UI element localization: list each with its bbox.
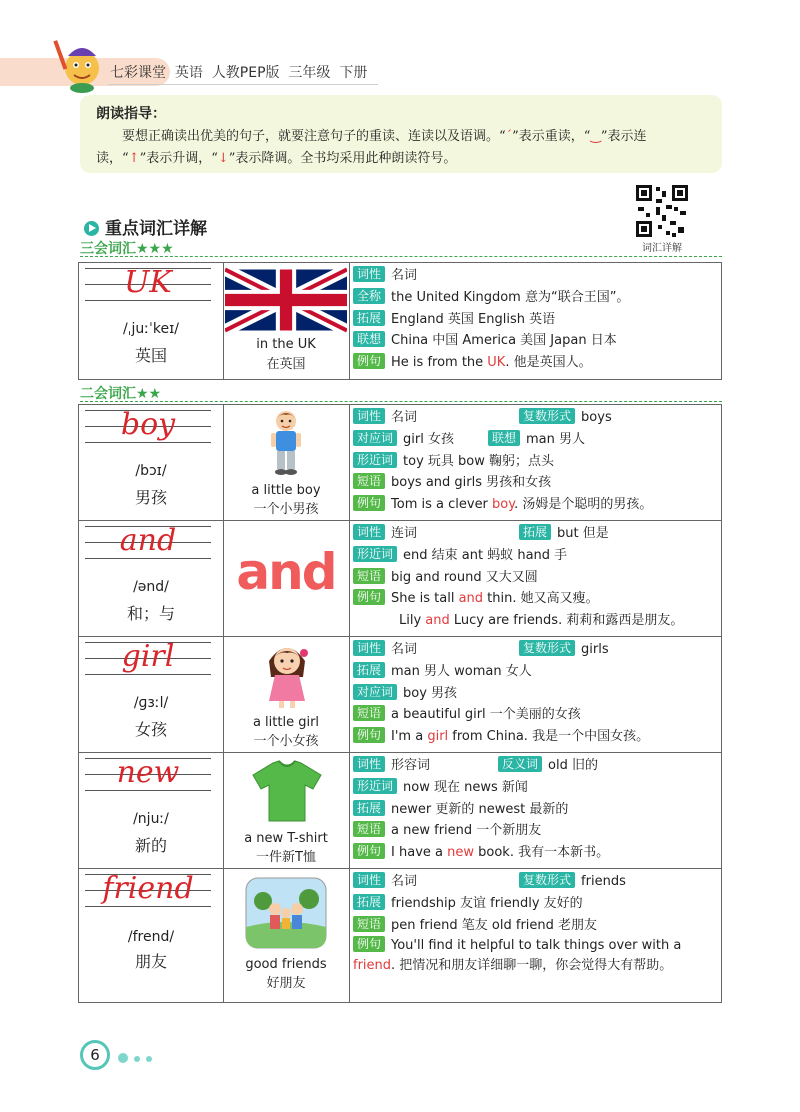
info-tag: 词性: [353, 524, 385, 540]
headword: girl: [121, 639, 175, 674]
example-highlight: girl: [427, 729, 449, 745]
example-highlight: and: [425, 613, 450, 629]
example-tag: 例句: [353, 727, 385, 743]
example-text: He is from the: [391, 355, 488, 371]
picture-caption-zh: 一个小男孩: [253, 502, 319, 517]
info-value: a new friend 一个新朋友: [391, 823, 542, 839]
info-tag: 联想: [353, 331, 385, 347]
example-text: . 汤姆是个聪明的男孩。: [514, 497, 653, 513]
info-value: toy 玩具 bow 鞠躬；点头: [403, 453, 554, 469]
word-entry-girl: [78, 636, 722, 753]
info-tag: 形近词: [353, 452, 397, 468]
info-line: [353, 429, 719, 451]
reading-guide-text: [96, 126, 708, 170]
page-number: 6: [80, 1040, 110, 1070]
info-tag: 词性: [353, 266, 385, 282]
info-line: [353, 683, 719, 705]
example-tag: 例句: [353, 353, 385, 369]
headword: new: [116, 755, 180, 790]
guide-text-3: ”表示连读，“: [96, 129, 647, 166]
headword: friend: [102, 871, 194, 906]
info-value: friendship 友谊 friendly 友好的: [391, 895, 583, 911]
info-value: friends: [581, 874, 626, 889]
info-cell: [350, 405, 721, 520]
level-two-label: 二会词汇★★: [80, 386, 162, 402]
example-tag: 例句: [353, 589, 385, 605]
friends-illustration: [245, 877, 327, 949]
info-line: [353, 777, 719, 799]
and-art-text: and: [236, 543, 336, 601]
stress-mark: ˊ: [505, 129, 513, 144]
picture-caption-zh: 在英国: [266, 357, 306, 372]
play-icon: [84, 221, 99, 236]
example-highlight: new: [447, 845, 474, 861]
info-line: [353, 588, 719, 610]
chinese-meaning: 英国: [134, 346, 167, 365]
info-line: [353, 726, 719, 748]
info-value: girl 女孩: [403, 431, 454, 447]
chinese-meaning: 和；与: [126, 604, 175, 623]
info-value: man 男人: [525, 431, 585, 447]
chinese-meaning: 新的: [134, 836, 167, 855]
info-tag: 短语: [353, 916, 385, 932]
info-line: [353, 610, 719, 632]
example-tag: 例句: [353, 936, 385, 952]
headword-cell: [79, 869, 224, 1002]
example-highlight: and: [458, 591, 484, 607]
info-line: [353, 265, 719, 287]
picture-caption-en: a new T-shirt: [244, 831, 328, 846]
info-tag: 全称: [353, 288, 385, 304]
info-cell: [350, 263, 721, 379]
info-value: 名词: [391, 410, 418, 425]
info-value: England 英国 English 英语: [391, 311, 556, 327]
section-title: [84, 214, 207, 239]
headword-cell: [79, 521, 224, 636]
picture-cell: [223, 753, 350, 868]
guide-text-2: ”表示重读，“: [512, 129, 591, 144]
info-line: [353, 352, 719, 374]
info-value: 名词: [391, 268, 418, 283]
example-text: Lucy are friends. 莉莉和露西是朋友。: [449, 613, 684, 629]
phonetic: /ˌjuːˈkeɪ/: [122, 321, 180, 337]
info-line: [353, 545, 719, 567]
picture-caption-zh: 一个小女孩: [253, 734, 319, 749]
info-value: now 现在 news 新闻: [403, 779, 528, 795]
info-line: [353, 820, 719, 842]
footer-dot-icon: [118, 1053, 128, 1063]
info-value: but 但是: [557, 526, 609, 541]
info-value: 名词: [391, 642, 418, 657]
info-value: boys and girls 男孩和女孩: [391, 475, 552, 491]
info-tag: 短语: [353, 473, 385, 489]
picture-caption-en: a little boy: [251, 483, 321, 498]
info-tag: 复数形式: [519, 408, 575, 424]
info-value: big and round 又大又圆: [391, 569, 538, 585]
word-entry-and: [78, 520, 722, 637]
info-tag: 词性: [353, 640, 385, 656]
level-three-divider: [80, 256, 722, 257]
info-line: [353, 704, 719, 726]
info-line: [353, 494, 719, 516]
example-text: Tom is a clever: [391, 497, 493, 513]
info-value: 连词: [391, 526, 418, 541]
info-line: [353, 799, 719, 821]
picture-cell: [223, 637, 350, 752]
level-three-label: 三会词汇★★★: [80, 241, 174, 257]
word-entry-boy: [78, 404, 722, 521]
info-value: boy 男孩: [403, 685, 458, 701]
picture-cell: [223, 869, 350, 1002]
footer-dot-icon: [146, 1056, 152, 1062]
picture-cell: [223, 263, 350, 379]
example-highlight: UK: [487, 355, 506, 371]
header-title: 七彩课堂 英语 人教PEP版 三年级 下册: [110, 65, 368, 81]
example-text: . 他是英国人。: [505, 355, 592, 371]
info-line: [353, 842, 719, 864]
info-value: man 男人 woman 女人: [391, 663, 532, 679]
info-tag: 词性: [353, 872, 385, 888]
info-value: newer 更新的 newest 最新的: [391, 801, 569, 817]
info-value: a beautiful girl 一个美丽的女孩: [391, 707, 581, 723]
info-value: old 旧的: [548, 758, 598, 773]
word-entry-new: [78, 752, 722, 869]
example-text: She is tall: [391, 591, 459, 607]
info-line: [353, 893, 719, 915]
example-text: . 把情况和朋友详细聊一聊，你会觉得大有帮助。: [391, 958, 673, 974]
example-text: I have a: [391, 845, 448, 861]
example-tag: 例句: [353, 495, 385, 511]
info-tag: 词性: [353, 756, 385, 772]
info-value: boys: [581, 410, 612, 425]
info-tag: 复数形式: [519, 640, 575, 656]
info-line: [353, 407, 719, 429]
headword: and: [119, 523, 177, 558]
guide-text-1: 要想正确读出优美的句子，就要注意句子的重读、连读以及语调。“: [122, 129, 506, 144]
picture-caption-zh: 好朋友: [266, 976, 306, 991]
example-text: I'm a: [391, 729, 428, 745]
header-underline: [108, 84, 378, 85]
example-highlight: boy: [492, 497, 515, 513]
headword-cell: [79, 753, 224, 868]
info-tag: 复数形式: [519, 872, 575, 888]
girl-illustration: [259, 639, 315, 711]
headword: boy: [120, 407, 176, 442]
example-text: You'll find it helpful to talk things over with a: [391, 938, 682, 954]
guide-text-4: ”表示升调，“: [139, 151, 218, 166]
headword-cell: [79, 405, 224, 520]
rising-mark: ↑: [128, 151, 140, 166]
info-line: [353, 755, 719, 777]
uk-flag-icon: [225, 267, 347, 333]
example-text: book. 我有一本新书。: [474, 845, 610, 861]
reading-guide-title: 朗读指导：: [96, 106, 166, 122]
picture-cell: [223, 405, 350, 520]
example-text: from China. 我是一个中国女孩。: [448, 729, 650, 745]
picture-caption-zh: 一件新T恤: [256, 850, 316, 865]
info-tag: 短语: [353, 705, 385, 721]
info-tag: 拓展: [353, 662, 385, 678]
info-line: [353, 309, 719, 331]
phonetic: /ɡɜːl/: [133, 695, 169, 711]
info-cell: [350, 521, 721, 636]
info-line: [353, 639, 719, 661]
info-value: girls: [581, 642, 609, 657]
guide-text-5: ”表示降调。全书均采用此种朗读符号。: [228, 151, 457, 166]
phonetic: /njuː/: [133, 811, 169, 827]
info-tag: 对应词: [353, 430, 397, 446]
falling-mark: ↓: [217, 151, 229, 166]
info-tag: 短语: [353, 568, 385, 584]
qr-caption: 词汇详解: [642, 243, 682, 254]
headword: UK: [124, 265, 172, 300]
picture-caption-en: a little girl: [252, 715, 320, 730]
info-tag: 联想: [488, 430, 520, 446]
word-entry-uk: [78, 262, 722, 380]
info-tag: 对应词: [353, 684, 397, 700]
reading-guide-box: [80, 95, 722, 173]
and-word-art: [223, 543, 349, 601]
example-highlight: friend: [353, 958, 392, 974]
example-text: thin. 她又高又瘦。: [483, 591, 599, 607]
info-line: [353, 523, 719, 545]
info-line: [353, 871, 719, 893]
info-line: [353, 472, 719, 494]
info-tag: 词性: [353, 408, 385, 424]
info-cell: [350, 869, 721, 1002]
info-cell: [350, 637, 721, 752]
chinese-meaning: 男孩: [134, 488, 167, 507]
level-two-divider: [80, 401, 722, 402]
liaison-mark: ‿: [590, 129, 601, 144]
tshirt-illustration: [251, 759, 323, 823]
info-value: the United Kingdom 意为“联合王国”。: [391, 289, 630, 305]
info-tag: 形近词: [353, 546, 397, 562]
info-tag: 拓展: [353, 800, 385, 816]
info-line: [353, 287, 719, 309]
info-tag: 拓展: [353, 894, 385, 910]
phonetic: /bɔɪ/: [135, 463, 167, 479]
qr-code-icon[interactable]: [634, 183, 690, 239]
phonetic: /frend/: [127, 929, 175, 945]
boy-illustration: [263, 407, 309, 479]
info-line: [353, 451, 719, 473]
info-tag: 拓展: [353, 310, 385, 326]
info-value: 名词: [391, 874, 418, 889]
picture-cell: [223, 521, 350, 636]
info-line: [353, 330, 719, 352]
word-entry-friend: [78, 868, 722, 1003]
headword-cell: [79, 637, 224, 752]
info-tag: 形近词: [353, 778, 397, 794]
section-title-text: 重点词汇详解: [105, 219, 207, 239]
info-tag: 短语: [353, 821, 385, 837]
info-line: [353, 661, 719, 683]
info-value: pen friend 笔友 old friend 老朋友: [391, 917, 598, 933]
info-line: [353, 936, 719, 976]
example-tag: 例句: [353, 843, 385, 859]
info-line: [353, 567, 719, 589]
info-cell: [350, 753, 721, 868]
info-value: China 中国 America 美国 Japan 日本: [391, 333, 617, 349]
chinese-meaning: 朋友: [134, 952, 167, 971]
footer-dot-icon: [134, 1056, 140, 1062]
example-text: Lily: [399, 613, 426, 629]
headword-cell: [79, 263, 224, 379]
picture-caption-en: in the UK: [256, 337, 316, 352]
phonetic: /ənd/: [133, 579, 169, 595]
info-line: [353, 915, 719, 937]
mascot-icon: [52, 34, 108, 94]
chinese-meaning: 女孩: [134, 720, 167, 739]
info-value: end 结束 ant 蚂蚁 hand 手: [403, 547, 568, 563]
picture-caption-en: good friends: [245, 957, 327, 972]
info-tag: 拓展: [519, 524, 551, 540]
info-value: 形容词: [391, 758, 431, 773]
info-tag: 反义词: [498, 756, 542, 772]
